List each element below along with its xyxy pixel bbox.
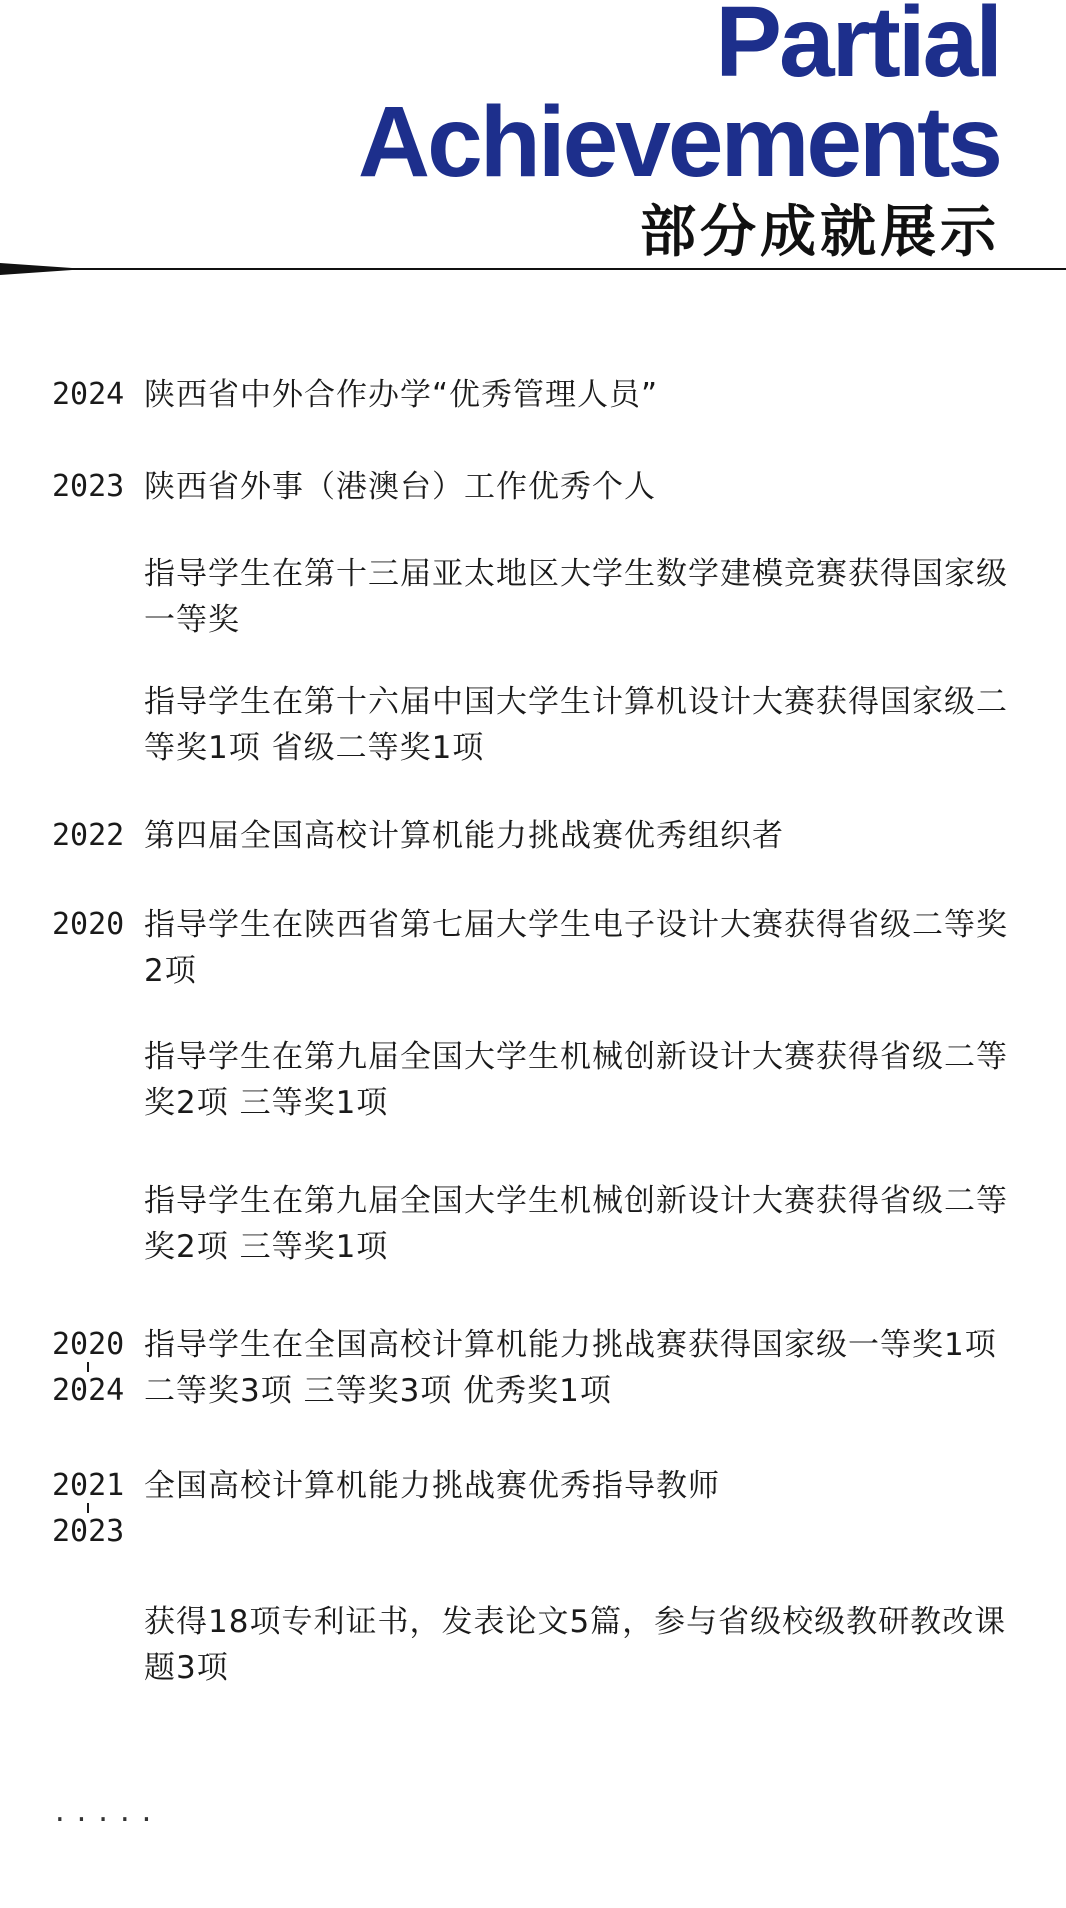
achievement-year-range	[52, 1322, 138, 1414]
year-end: 2023	[52, 1514, 125, 1549]
year-start: 2020	[52, 1327, 125, 1362]
year-range-tick	[87, 1362, 89, 1372]
achievement-year-range	[52, 1463, 138, 1555]
title-english-line2: Achievements	[357, 86, 1000, 198]
year-end: 2024	[52, 1373, 125, 1408]
achievement-text: 获得18项专利证书，发表论文5篇，参与省级校级教研教改课题3项	[144, 1604, 1007, 1686]
year-range-tick	[87, 1503, 89, 1513]
achievement-text: 陕西省中外合作办学“优秀管理人员”	[144, 377, 659, 413]
achievement-text: 指导学生在第九届全国大学生机械创新设计大赛获得省级二等奖2项 三等奖1项	[144, 1183, 1008, 1265]
year-start: 2021	[52, 1468, 125, 1503]
achievement-year: 2023	[52, 469, 125, 504]
achievement-text: 指导学生在陕西省第七届大学生电子设计大赛获得省级二等奖2项	[144, 907, 1008, 989]
achievement-year: 2024	[52, 377, 125, 412]
title-chinese: 部分成就展示	[640, 200, 1000, 265]
more-ellipsis: .....	[52, 1798, 161, 1828]
page-header	[0, 0, 1066, 270]
title-english-line1: Partial	[715, 0, 1000, 98]
achievement-text: 指导学生在第十六届中国大学生计算机设计大赛获得国家级二等奖1项 省级二等奖1项	[144, 684, 1008, 766]
achievement-year: 2020	[52, 907, 125, 942]
header-divider	[0, 262, 1066, 276]
achievement-text: 陕西省外事（港澳台）工作优秀个人	[144, 469, 656, 505]
achievement-year: 2022	[52, 818, 125, 853]
achievement-text: 第四届全国高校计算机能力挑战赛优秀组织者	[144, 818, 784, 854]
achievement-text: 全国高校计算机能力挑战赛优秀指导教师	[144, 1468, 720, 1504]
achievement-text: 指导学生在全国高校计算机能力挑战赛获得国家级一等奖1项 二等奖3项 三等奖3项 优秀奖1项	[144, 1327, 1008, 1409]
achievement-text: 指导学生在第九届全国大学生机械创新设计大赛获得省级二等奖2项 三等奖1项	[144, 1039, 1008, 1121]
achievement-text: 指导学生在第十三届亚太地区大学生数学建模竞赛获得国家级一等奖	[144, 556, 1008, 638]
